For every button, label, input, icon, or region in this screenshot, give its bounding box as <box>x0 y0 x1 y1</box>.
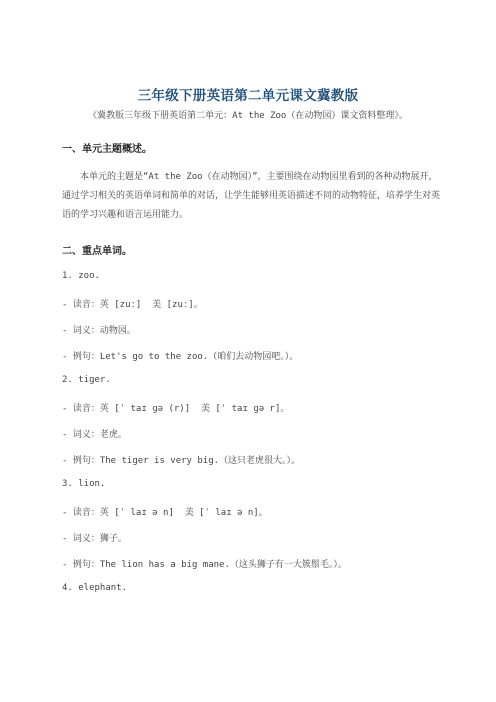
word-meaning-tiger: - 词义：老虎。 <box>62 430 127 440</box>
word-pron-lion: - 读音：英 [ˈ laɪ ə n] 美 [ˈ laɪ ə n]。 <box>62 508 268 518</box>
word-example-tiger: - 例句：The tiger is very big.（这只老虎很大。）。 <box>62 456 301 466</box>
word-meaning-zoo: - 词义：动物园。 <box>62 326 136 336</box>
overview-paragraph: 本单元的主题是“At the Zoo（在动物园）”，主要围绕在动物园里看到的各种动物展开，通过学习相关的英语单词和简单的对话，让学生能够用英语描述不同的动物特征，培养学生对英语的学习兴趣和语言运用能力。 <box>62 172 441 220</box>
page-title: 三年级下册英语第二单元课文冀教版 <box>137 88 359 104</box>
section-heading-keywords: 二、重点单词。 <box>62 246 132 257</box>
word-number-elephant: 4. elephant. <box>62 583 128 593</box>
word-pron-tiger: - 读音：英 [ˈ taɪ ɡə (r)] 美 [ˈ taɪ ɡə r]。 <box>62 404 290 414</box>
word-meaning-lion: - 词义：狮子。 <box>62 534 127 544</box>
word-example-lion: - 例句：The lion has a big mane.（这头狮子有一大簇鬃毛。）。 <box>62 560 347 570</box>
page-subtitle: 《冀教版三年级下册英语第二单元：At the Zoo（在动物园）课文资料整理》。 <box>88 111 408 121</box>
word-number-tiger: 2. tiger. <box>62 375 111 385</box>
word-number-lion: 3. lion. <box>62 479 106 489</box>
word-number-zoo: 1. zoo. <box>62 271 100 281</box>
section-heading-overview: 一、单元主题概述。 <box>62 144 152 155</box>
word-pron-zoo: - 读音：英 [zuː] 美 [zuː]。 <box>62 300 203 310</box>
word-example-zoo: - 例句：Let's go to the zoo.（咱们去动物园吧。）。 <box>62 352 299 362</box>
